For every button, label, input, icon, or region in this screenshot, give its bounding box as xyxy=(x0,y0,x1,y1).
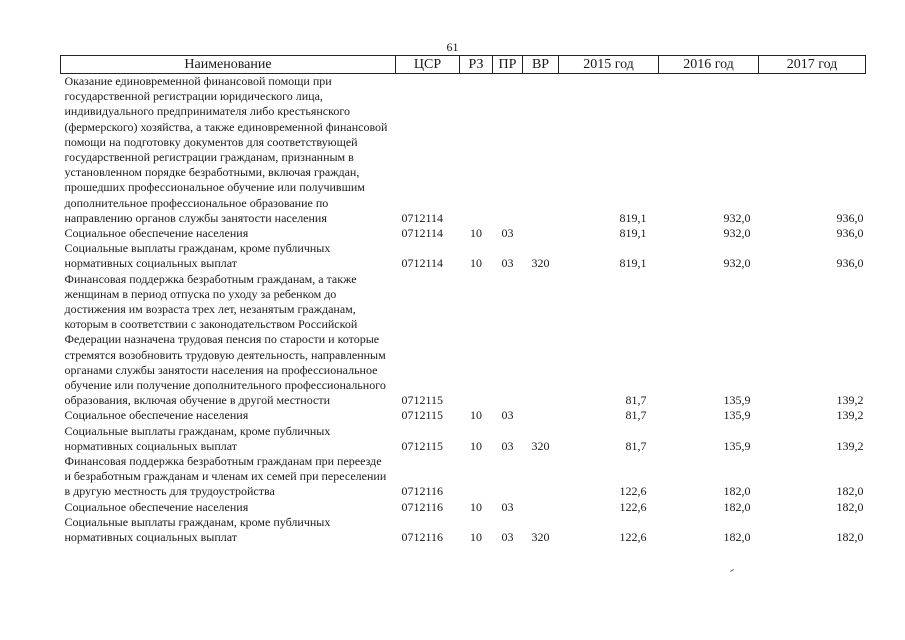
row-2016: 135,9 xyxy=(723,393,751,408)
row-2017: 936,0 xyxy=(836,256,864,271)
table-row xyxy=(61,424,866,454)
row-rz: 10 xyxy=(470,499,482,514)
row-csr: 0712116 xyxy=(401,499,444,514)
row-vr: 320 xyxy=(531,438,550,453)
row-2016: 932,0 xyxy=(723,210,751,225)
row-2017: 139,2 xyxy=(836,438,864,453)
row-rz: 10 xyxy=(470,408,482,423)
table-row xyxy=(61,500,866,515)
row-2017: 182,0 xyxy=(836,484,864,499)
row-name: Финансовая поддержка безработным гражданам, а также женщинам в период отпуска по уходу за ребенком до достижения им возраста трех лет, незанятым гражданам, которым в соответствии с законодательством Российской Федерации назначена трудовая пенсия по старости и которые стремятся возобновить трудовую деятельность, направленным органами службы занятости населения на профессиональное обучение или получение дополнительного профессионального образования, включая обучение в другой местности xyxy=(64,271,386,408)
row-name: Финансовая поддержка безработным гражданам при переезде и безработным гражданам и членам их семей при переселении в другую местность для трудоустройства xyxy=(64,454,387,499)
row-pr: 03 xyxy=(501,408,514,423)
row-csr: 0712116 xyxy=(401,530,444,545)
table-row xyxy=(61,515,866,545)
header-csr: ЦСР xyxy=(396,56,460,74)
row-pr xyxy=(493,272,523,409)
row-rz xyxy=(460,272,493,409)
row-name: Социальное обеспечение населения xyxy=(64,226,249,241)
row-pr xyxy=(493,74,523,227)
table-header-row xyxy=(61,56,866,74)
row-2015: 81,7 xyxy=(625,393,647,408)
row-2015: 819,1 xyxy=(619,210,647,225)
row-name: Оказание единовременной финансовой помощи при государственной регистрации юридического лица, индивидуального предпринимателя либо крестьянского (фермерского) хозяйства, а также единовременной финансовой помощи на подготовку документов для соответствующей государственной регистрации гражданам, признанным в установленном порядке безработными, включая граждан, прошедших профессиональное обучение или получившим дополнительное профессиональное образование по направлению органов службы занятости населения xyxy=(64,74,388,225)
header-2015: 2015 год xyxy=(559,56,659,74)
table-row xyxy=(61,74,866,227)
table-row xyxy=(61,408,866,423)
stray-pen-mark xyxy=(730,569,734,572)
row-csr: 0712115 xyxy=(401,438,444,453)
budget-table xyxy=(60,55,866,545)
header-2016: 2016 год xyxy=(659,56,759,74)
row-2017: 936,0 xyxy=(836,226,864,241)
row-vr: 320 xyxy=(531,256,550,271)
row-2015: 81,7 xyxy=(625,408,647,423)
row-2016: 932,0 xyxy=(723,226,751,241)
header-pr: ПР xyxy=(493,56,523,74)
page-number: 61 xyxy=(446,40,459,54)
row-pr: 03 xyxy=(501,530,514,545)
table-row xyxy=(61,272,866,409)
row-csr: 0712115 xyxy=(401,393,444,408)
row-csr: 0712114 xyxy=(401,210,444,225)
row-pr: 03 xyxy=(501,226,514,241)
table-row xyxy=(61,454,866,500)
row-vr xyxy=(523,408,559,423)
row-2016: 182,0 xyxy=(723,530,751,545)
row-2016: 182,0 xyxy=(723,484,751,499)
row-csr: 0712114 xyxy=(401,226,444,241)
row-vr xyxy=(523,74,559,227)
row-2015: 81,7 xyxy=(625,438,647,453)
row-2017: 182,0 xyxy=(836,499,864,514)
row-rz: 10 xyxy=(470,256,482,271)
row-rz: 10 xyxy=(470,226,482,241)
row-pr: 03 xyxy=(501,499,514,514)
row-csr: 0712114 xyxy=(401,256,444,271)
row-rz xyxy=(460,454,493,500)
row-rz: 10 xyxy=(470,530,482,545)
header-name: Наименование xyxy=(61,56,396,74)
row-vr: 320 xyxy=(531,530,550,545)
row-2016: 135,9 xyxy=(723,438,751,453)
row-pr: 03 xyxy=(501,256,514,271)
row-name: Социальные выплаты гражданам, кроме публичных нормативных социальных выплат xyxy=(64,514,331,545)
row-pr: 03 xyxy=(501,438,514,453)
row-2015: 122,6 xyxy=(619,484,647,499)
row-2015: 819,1 xyxy=(619,256,647,271)
row-2016: 135,9 xyxy=(723,408,751,423)
row-vr xyxy=(523,272,559,409)
row-csr: 0712116 xyxy=(401,484,444,499)
row-vr xyxy=(523,226,559,241)
table-row xyxy=(61,226,866,241)
row-name: Социальные выплаты гражданам, кроме публичных нормативных социальных выплат xyxy=(64,423,331,453)
row-2017: 936,0 xyxy=(836,210,864,225)
header-2017: 2017 год xyxy=(759,56,866,74)
row-vr xyxy=(523,500,559,515)
row-name: Социальное обеспечение населения xyxy=(64,499,249,514)
row-name: Социальное обеспечение населения xyxy=(64,408,249,423)
row-2016: 932,0 xyxy=(723,256,751,271)
row-2015: 122,6 xyxy=(619,530,647,545)
row-2017: 139,2 xyxy=(836,393,864,408)
row-2017: 182,0 xyxy=(836,530,864,545)
row-csr: 0712115 xyxy=(401,408,444,423)
table-row xyxy=(61,241,866,271)
row-vr xyxy=(523,454,559,500)
header-rz: РЗ xyxy=(460,56,493,74)
row-pr xyxy=(493,454,523,500)
row-2015: 819,1 xyxy=(619,226,647,241)
row-2015: 122,6 xyxy=(619,499,647,514)
row-2016: 182,0 xyxy=(723,499,751,514)
row-name: Социальные выплаты гражданам, кроме публичных нормативных социальных выплат xyxy=(64,241,331,271)
row-rz xyxy=(460,74,493,227)
header-vr: ВР xyxy=(523,56,559,74)
row-2017: 139,2 xyxy=(836,408,864,423)
row-rz: 10 xyxy=(470,438,482,453)
